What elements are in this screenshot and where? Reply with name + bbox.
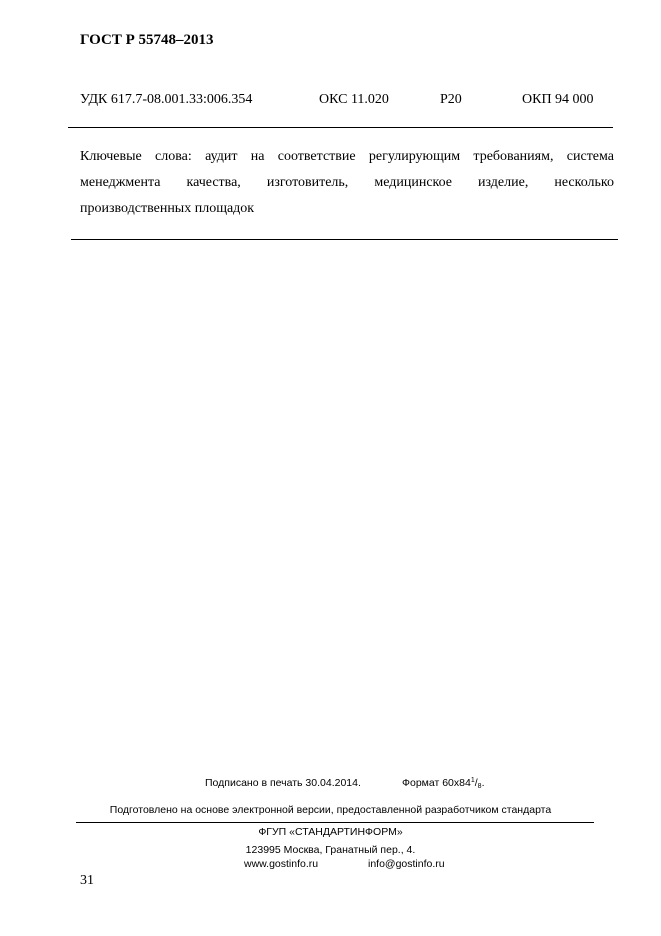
keywords-paragraph bbox=[80, 144, 614, 222]
okp-code: ОКП 94 000 bbox=[522, 92, 594, 107]
paper-format-label: Формат 60х84 bbox=[402, 777, 471, 789]
paper-format: Формат $60х84^1/8$. bbox=[402, 777, 485, 790]
document-code: ГОСТ Р 55748–2013 bbox=[80, 32, 214, 48]
divider-middle bbox=[71, 239, 618, 240]
signed-date: Подписано в печать 30.04.2014. bbox=[205, 777, 361, 789]
prepared-note: Подготовлено на основе электронной версии, предоставленной разработчиком стандарта bbox=[109, 804, 552, 816]
keywords-label: Ключевые слова: bbox=[80, 149, 192, 164]
divider-bottom bbox=[76, 822, 594, 823]
publisher-website-link[interactable]: www.gostinfo.ru bbox=[244, 858, 319, 870]
page-number: 31 bbox=[80, 873, 94, 888]
udk-code: УДК 617.7-08.001.33:006.354 bbox=[80, 92, 253, 107]
publisher-name: ФГУП «СТАНДАРТИНФОРМ» bbox=[258, 826, 403, 838]
okp-group-code: Р20 bbox=[440, 92, 462, 107]
divider-top bbox=[68, 127, 613, 128]
keywords-text: аудит на соответствие регулирующим требованиям, система менеджмента качества, изготовитель, медицинское изделие, несколько производственных площадок bbox=[80, 149, 615, 216]
paper-format-numerator: 1 bbox=[470, 777, 475, 784]
publisher-email-link[interactable]: info@gostinfo.ru bbox=[368, 858, 445, 870]
publisher-address: 123995 Москва, Гранатный пер., 4. bbox=[245, 844, 416, 856]
oks-code: ОКС 11.020 bbox=[319, 92, 389, 107]
paper-format-denominator: 8 bbox=[477, 783, 482, 790]
paper-format-end: . bbox=[481, 777, 485, 789]
